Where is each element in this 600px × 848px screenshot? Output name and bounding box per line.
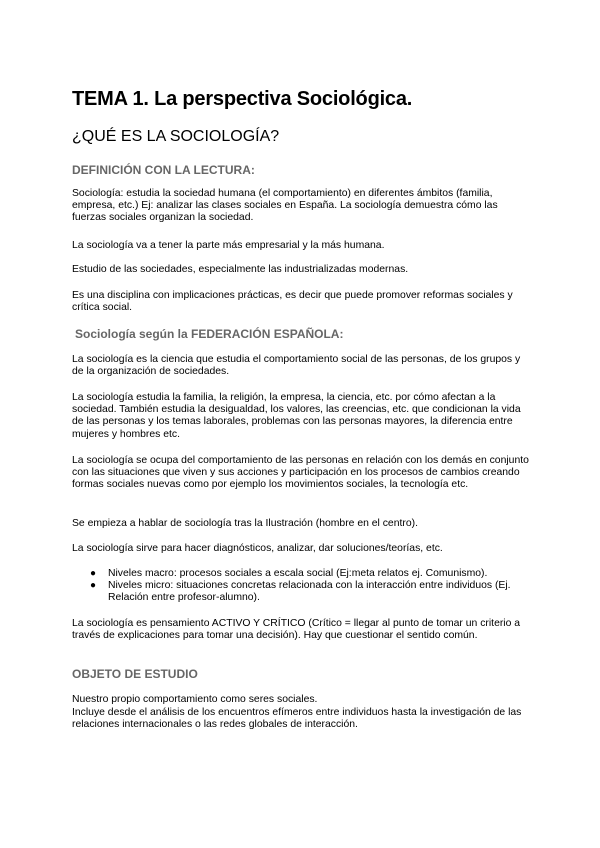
section-heading-objeto: OBJETO DE ESTUDIO bbox=[72, 667, 198, 681]
paragraph: La sociología se ocupa del comportamiento de las personas en relación con los demás en conjunto con las situaciones que viven y sus acciones y participación en los procesos de cambios creando formas sociales nuevas como por ejemplo los movimientos sociales, la tecnología etc. bbox=[72, 455, 529, 491]
paragraph: Estudio de las sociedades, especialmente las industrializadas modernas. bbox=[72, 264, 409, 275]
paragraph: Sociología: estudia la sociedad humana (el comportamiento) en diferentes ámbitos (familia, empresa, etc.) Ej: analizar las clases sociales en España. La sociología demuestra cómo las fuerzas sociales organizan la sociedad. bbox=[72, 188, 498, 224]
bullet-list bbox=[72, 568, 532, 605]
paragraph: La sociología sirve para hacer diagnósticos, analizar, dar soluciones/teorías, etc. bbox=[72, 543, 443, 554]
list-item-text: Niveles macro: procesos sociales a escala social (Ej:meta relatos ej. Comunismo). bbox=[108, 568, 488, 579]
paragraph: La sociología es pensamiento ACTIVO Y CRÍTICO (Crítico = llegar al punto de tomar un criterio a través de explicaciones para tomar una decisión). Hay que cuestionar el sentido común. bbox=[72, 618, 521, 642]
list-item bbox=[72, 568, 532, 580]
paragraph: Incluye desde el análisis de los encuentros efímeros entre individuos hasta la investigación de las relaciones internacionales o las redes globales de interacción. bbox=[72, 707, 522, 731]
section-heading-definicion: DEFINICIÓN CON LA LECTURA: bbox=[72, 163, 255, 177]
list-item-text: Niveles micro: situaciones concretas relacionada con la interacción entre individuos (Ej. Relación entre profesor-alumno). bbox=[108, 580, 511, 604]
list-item bbox=[72, 580, 532, 604]
document-title: TEMA 1. La perspectiva Sociológica. bbox=[72, 88, 413, 110]
paragraph: Se empieza a hablar de sociología tras la Ilustración (hombre en el centro). bbox=[72, 518, 418, 529]
bullet-icon: ● bbox=[90, 580, 97, 592]
section-heading-federacion: Sociología según la FEDERACIÓN ESPAÑOLA: bbox=[75, 327, 344, 341]
paragraph: La sociología va a tener la parte más empresarial y la más humana. bbox=[72, 240, 385, 251]
paragraph: Nuestro propio comportamiento como seres sociales. bbox=[72, 694, 318, 705]
paragraph: La sociología es la ciencia que estudia el comportamiento social de las personas, de los grupos y de la organización de sociedades. bbox=[72, 354, 521, 378]
bullet-icon: ● bbox=[90, 568, 97, 579]
paragraph: La sociología estudia la familia, la religión, la empresa, la ciencia, etc. por cómo afectan a la sociedad. También estudia la desigualdad, los valores, las creencias, etc. que condicionan la vida de las personas y los temas laborales, problemas con las personas mayores, la diferencia entre mujeres y hombres etc. bbox=[72, 392, 521, 440]
paragraph: Es una disciplina con implicaciones prácticas, es decir que puede promover reformas sociales y crítica social. bbox=[72, 290, 513, 314]
document-subtitle: ¿QUÉ ES LA SOCIOLOGÍA? bbox=[72, 128, 280, 145]
